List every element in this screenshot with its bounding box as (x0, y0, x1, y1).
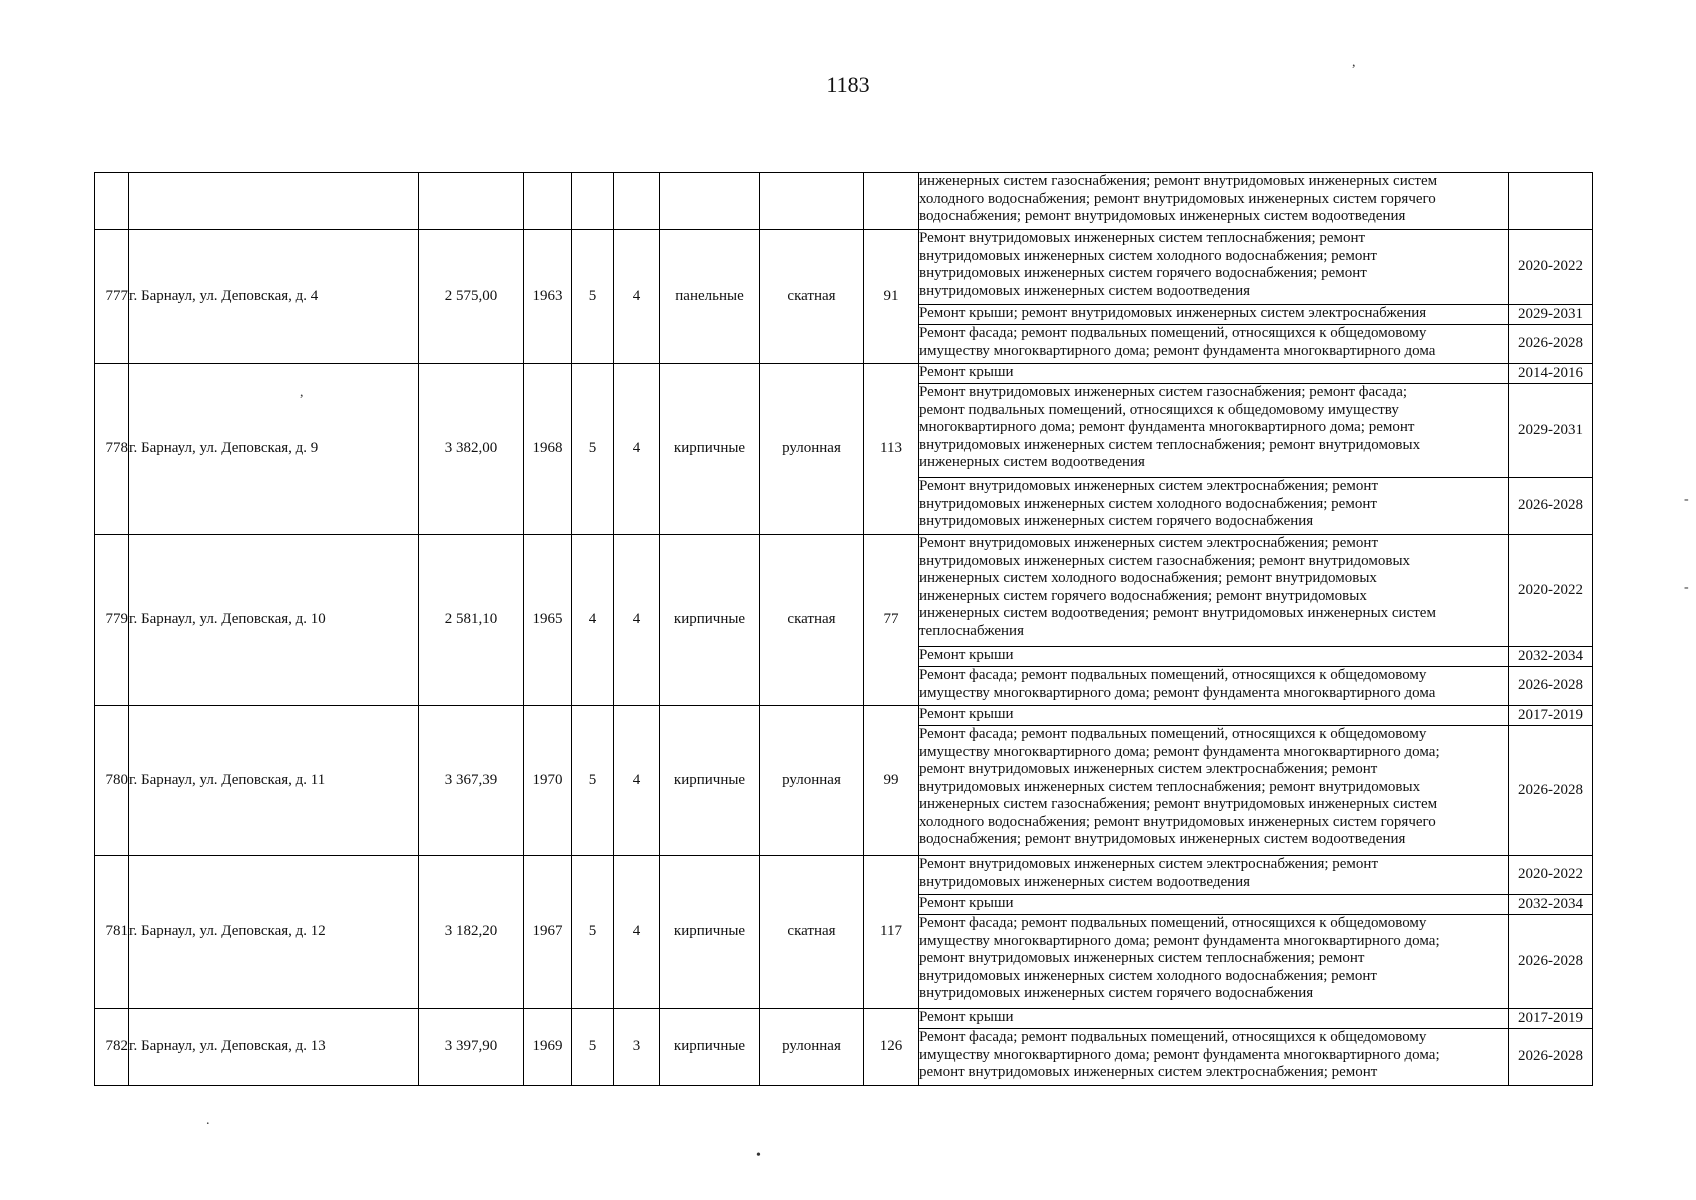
work-description (919, 895, 1509, 915)
table-body (95, 173, 1593, 1086)
address: г. Барнаул, ул. Деповская, д. 13 (129, 1009, 419, 1086)
table-row (95, 230, 1593, 305)
residents: 126 (864, 1009, 919, 1086)
empty-cell (524, 173, 572, 230)
row-number: 780 (95, 706, 129, 856)
address: г. Барнаул, ул. Деповская, д. 9 (129, 364, 419, 535)
work-description (919, 305, 1509, 325)
work-line: Ремонт крыши (919, 647, 1014, 663)
work-line: Ремонт внутридомовых инженерных систем электроснабжения; ремонт (919, 856, 1379, 872)
work-line: внутридомовых инженерных систем холодного водоснабжения; ремонт (919, 247, 1377, 264)
address: г. Барнаул, ул. Деповская, д. 4 (129, 230, 419, 364)
wall-material: панельные (660, 230, 760, 364)
work-line: водоснабжения; ремонт внутридомовых инженерных систем водоотведения (919, 831, 1406, 847)
work-line: Ремонт фасада; ремонт подвальных помещений, относящихся к общедомовому (919, 667, 1427, 683)
residents: 117 (864, 856, 919, 1009)
entrances: 4 (614, 535, 660, 706)
work-period: 2029-2031 (1509, 305, 1593, 325)
work-period: 2020-2022 (1509, 535, 1593, 647)
empty-cell (760, 173, 864, 230)
work-description (919, 535, 1509, 647)
wall-material: кирпичные (660, 1009, 760, 1086)
total-area: 3 382,00 (419, 364, 524, 535)
floors: 5 (572, 1009, 614, 1086)
work-period: 2017-2019 (1509, 706, 1593, 726)
work-period: 2032-2034 (1509, 647, 1593, 667)
address: г. Барнаул, ул. Деповская, д. 11 (129, 706, 419, 856)
work-description (919, 1029, 1509, 1086)
work-description (919, 173, 1509, 230)
housing-repair-table (94, 172, 1593, 1086)
work-period: 2026-2028 (1509, 478, 1593, 535)
row-number: 778 (95, 364, 129, 535)
table-row (95, 1009, 1593, 1029)
work-line: Ремонт крыши (919, 1009, 1014, 1025)
empty-cell (660, 173, 760, 230)
work-line: внутридомовых инженерных систем водоотведения (919, 873, 1251, 890)
page-number: 1183 (826, 72, 870, 97)
work-description (919, 915, 1509, 1009)
floors: 5 (572, 706, 614, 856)
row-number: 781 (95, 856, 129, 1009)
work-line: внутридомовых инженерных систем газоснабжения; ремонт внутридомовых (919, 552, 1411, 569)
entrances: 4 (614, 230, 660, 364)
work-description (919, 325, 1509, 364)
build-year: 1969 (524, 1009, 572, 1086)
entrances: 4 (614, 856, 660, 1009)
scan-speck: , (1352, 55, 1356, 70)
table-row (95, 706, 1593, 726)
roof-type: скатная (760, 230, 864, 364)
table-row (95, 856, 1593, 895)
total-area: 3 182,20 (419, 856, 524, 1009)
roof-type: рулонная (760, 706, 864, 856)
work-description (919, 364, 1509, 384)
work-line: Ремонт внутридомовых инженерных систем теплоснабжения; ремонт (919, 230, 1366, 246)
work-line: Ремонт крыши (919, 364, 1014, 380)
work-line: имуществу многоквартирного дома; ремонт фундамента многоквартирного дома; (919, 1046, 1440, 1063)
work-period: 2029-2031 (1509, 384, 1593, 478)
work-period: 2026-2028 (1509, 726, 1593, 856)
work-period: 2032-2034 (1509, 895, 1593, 915)
total-area: 3 397,90 (419, 1009, 524, 1086)
scan-speck: • (756, 1148, 761, 1163)
work-line: внутридомовых инженерных систем холодного водоснабжения; ремонт (919, 967, 1377, 984)
table-row (95, 535, 1593, 647)
table-row (95, 173, 1593, 230)
scan-speck: - (1684, 580, 1689, 595)
work-line: внутридомовых инженерных систем горячего водоснабжения; ремонт (919, 265, 1367, 281)
work-description (919, 706, 1509, 726)
work-line: Ремонт крыши (919, 895, 1014, 911)
work-line: внутридомовых инженерных систем горячего водоснабжения (919, 513, 1314, 529)
wall-material: кирпичные (660, 364, 760, 535)
wall-material: кирпичные (660, 706, 760, 856)
work-description (919, 726, 1509, 856)
entrances: 4 (614, 706, 660, 856)
work-period: 2026-2028 (1509, 1029, 1593, 1086)
total-area: 3 367,39 (419, 706, 524, 856)
build-year: 1968 (524, 364, 572, 535)
work-line: инженерных систем водоотведения (919, 454, 1145, 470)
work-line: инженерных систем водоотведения; ремонт внутридомовых инженерных систем (919, 605, 1436, 621)
scan-speck: , (300, 385, 304, 400)
work-period: 2020-2022 (1509, 230, 1593, 305)
roof-type: скатная (760, 535, 864, 706)
work-line: инженерных систем газоснабжения; ремонт внутридомовых инженерных систем (919, 173, 1438, 189)
table-row (95, 364, 1593, 384)
work-line: имуществу многоквартирного дома; ремонт фундамента многоквартирного дома (919, 342, 1436, 359)
work-line: Ремонт фасада; ремонт подвальных помещений, относящихся к общедомовому (919, 325, 1427, 341)
work-line: инженерных систем газоснабжения; ремонт внутридомовых инженерных систем (919, 796, 1438, 812)
row-number: 782 (95, 1009, 129, 1086)
row-number: 779 (95, 535, 129, 706)
empty-cell (129, 173, 419, 230)
work-line: внутридомовых инженерных систем горячего водоснабжения (919, 985, 1314, 1001)
total-area: 2 581,10 (419, 535, 524, 706)
work-period: 2020-2022 (1509, 856, 1593, 895)
scan-speck: . (206, 1113, 210, 1128)
scan-speck: - (1684, 492, 1689, 507)
work-description (919, 478, 1509, 535)
empty-cell (419, 173, 524, 230)
work-line: внутридомовых инженерных систем водоотведения (919, 282, 1251, 299)
residents: 91 (864, 230, 919, 364)
work-period: 2026-2028 (1509, 667, 1593, 706)
work-description (919, 384, 1509, 478)
address: г. Барнаул, ул. Деповская, д. 10 (129, 535, 419, 706)
build-year: 1965 (524, 535, 572, 706)
work-line: холодного водоснабжения; ремонт внутридомовых инженерных систем горячего (919, 190, 1436, 207)
work-line: Ремонт внутридомовых инженерных систем газоснабжения; ремонт фасада; (919, 384, 1408, 400)
empty-cell (614, 173, 660, 230)
work-line: ремонт внутридомовых инженерных систем электроснабжения; ремонт (919, 1064, 1378, 1080)
work-period (1509, 173, 1593, 230)
build-year: 1970 (524, 706, 572, 856)
work-line: Ремонт внутридомовых инженерных систем электроснабжения; ремонт (919, 535, 1379, 551)
work-line: водоснабжения; ремонт внутридомовых инженерных систем водоотведения (919, 208, 1406, 224)
work-line: Ремонт крыши (919, 706, 1014, 722)
residents: 113 (864, 364, 919, 535)
floors: 5 (572, 364, 614, 535)
work-line: инженерных систем горячего водоснабжения; ремонт внутридомовых (919, 587, 1367, 604)
work-line: внутридомовых инженерных систем теплоснабжения; ремонт внутридомовых (919, 436, 1421, 453)
work-description (919, 667, 1509, 706)
work-description (919, 856, 1509, 895)
build-year: 1967 (524, 856, 572, 1009)
wall-material: кирпичные (660, 535, 760, 706)
entrances: 4 (614, 364, 660, 535)
roof-type: рулонная (760, 1009, 864, 1086)
roof-type: рулонная (760, 364, 864, 535)
work-line: теплоснабжения (919, 622, 1024, 639)
work-period: 2014-2016 (1509, 364, 1593, 384)
work-line: имуществу многоквартирного дома; ремонт фундамента многоквартирного дома; (919, 932, 1440, 949)
work-period: 2026-2028 (1509, 915, 1593, 1009)
work-period: 2026-2028 (1509, 325, 1593, 364)
work-line: Ремонт внутридомовых инженерных систем электроснабжения; ремонт (919, 478, 1379, 494)
total-area: 2 575,00 (419, 230, 524, 364)
work-line: имуществу многоквартирного дома; ремонт фундамента многоквартирного дома (919, 684, 1436, 701)
roof-type: скатная (760, 856, 864, 1009)
row-number: 777 (95, 230, 129, 364)
work-line: внутридомовых инженерных систем холодного водоснабжения; ремонт (919, 495, 1377, 512)
build-year: 1963 (524, 230, 572, 364)
work-line: Ремонт крыши; ремонт внутридомовых инженерных систем электроснабжения (919, 305, 1427, 321)
work-description (919, 1009, 1509, 1029)
work-line: Ремонт фасада; ремонт подвальных помещений, относящихся к общедомовому (919, 915, 1427, 931)
floors: 4 (572, 535, 614, 706)
work-line: ремонт внутридомовых инженерных систем теплоснабжения; ремонт (919, 950, 1365, 966)
work-description (919, 230, 1509, 305)
work-period: 2017-2019 (1509, 1009, 1593, 1029)
wall-material: кирпичные (660, 856, 760, 1009)
empty-cell (864, 173, 919, 230)
work-line: имуществу многоквартирного дома; ремонт фундамента многоквартирного дома; (919, 743, 1440, 760)
empty-cell (95, 173, 129, 230)
work-line: Ремонт фасада; ремонт подвальных помещений, относящихся к общедомовому (919, 726, 1427, 742)
floors: 5 (572, 230, 614, 364)
work-line: многоквартирного дома; ремонт фундамента многоквартирного дома; ремонт (919, 419, 1415, 435)
work-line: ремонт подвальных помещений, относящихся к общедомовому имуществу (919, 401, 1399, 418)
work-line: холодного водоснабжения; ремонт внутридомовых инженерных систем горячего (919, 813, 1436, 830)
work-line: Ремонт фасада; ремонт подвальных помещений, относящихся к общедомовому (919, 1029, 1427, 1045)
residents: 99 (864, 706, 919, 856)
work-line: инженерных систем холодного водоснабжения; ремонт внутридомовых (919, 570, 1377, 586)
work-line: внутридомовых инженерных систем теплоснабжения; ремонт внутридомовых (919, 778, 1421, 795)
residents: 77 (864, 535, 919, 706)
floors: 5 (572, 856, 614, 1009)
address: г. Барнаул, ул. Деповская, д. 12 (129, 856, 419, 1009)
work-description (919, 647, 1509, 667)
empty-cell (572, 173, 614, 230)
entrances: 3 (614, 1009, 660, 1086)
work-line: ремонт внутридомовых инженерных систем электроснабжения; ремонт (919, 761, 1378, 777)
